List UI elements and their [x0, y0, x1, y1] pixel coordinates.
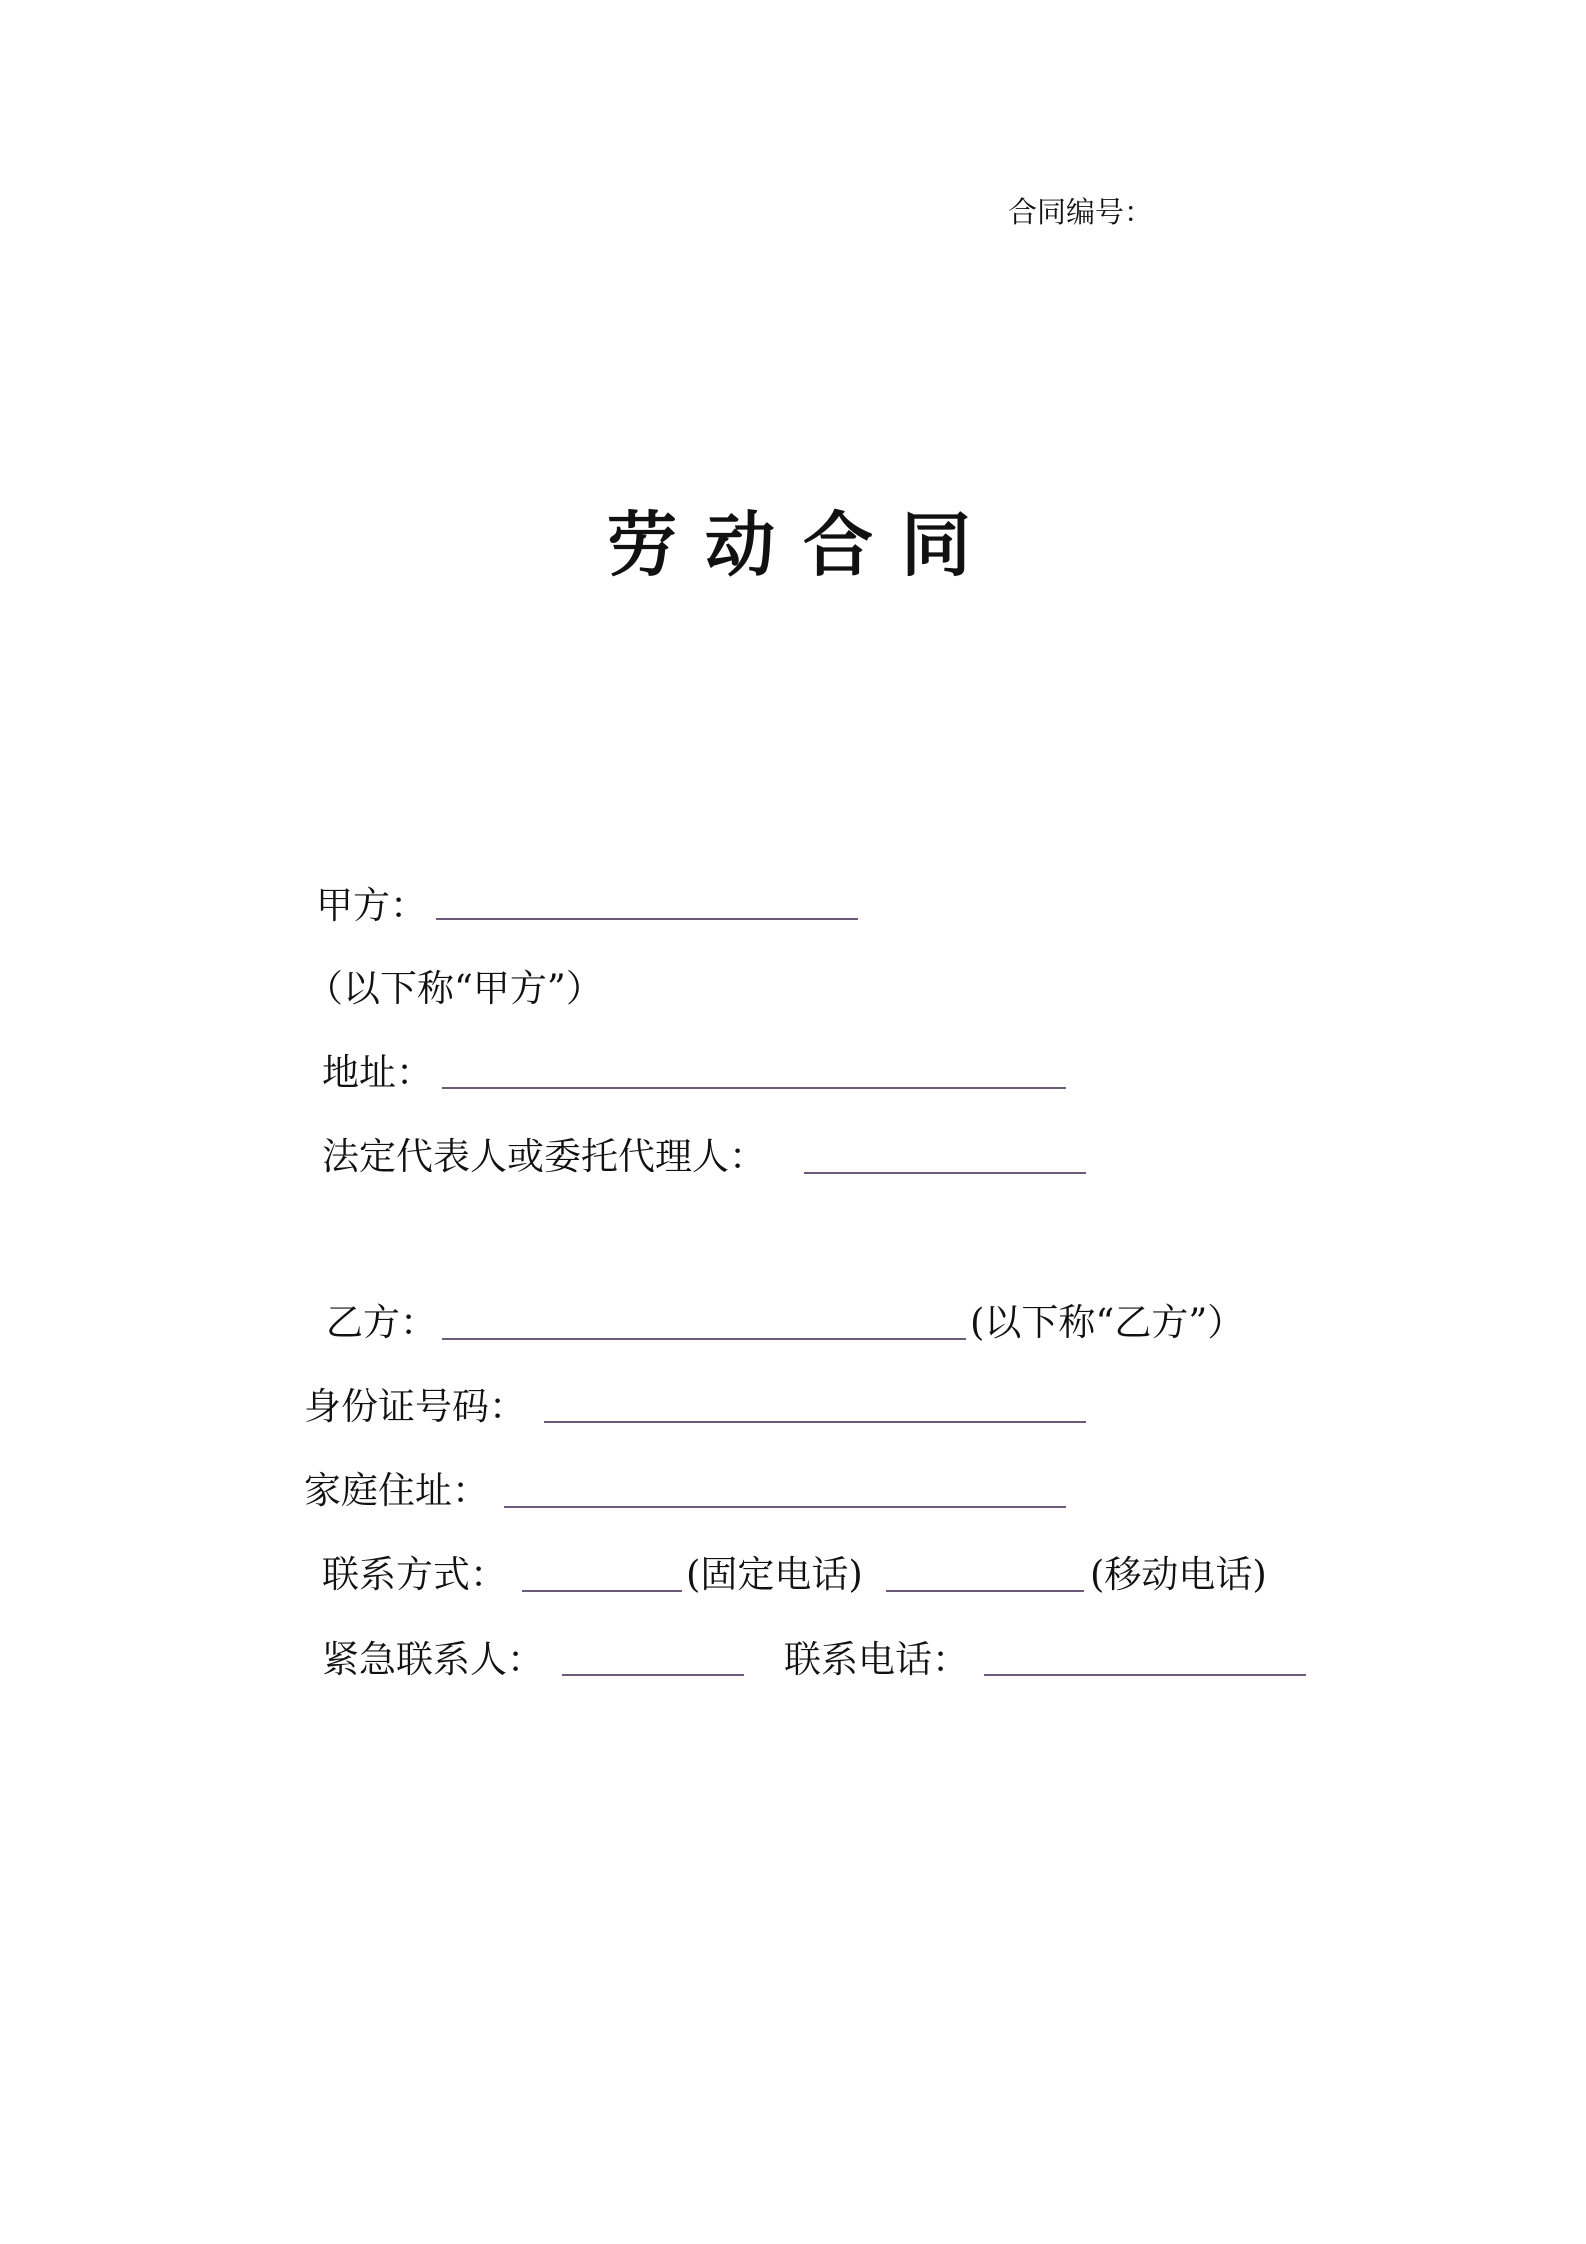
party-b-landline-field[interactable]: [522, 1590, 682, 1592]
page-title: 劳动合同: [607, 503, 999, 586]
party-b-label: 乙方：: [326, 1301, 437, 1344]
party-b-landline-note: (固定电话): [686, 1553, 863, 1596]
party-b-contact-phone-field[interactable]: [984, 1674, 1306, 1676]
party-a-address-field[interactable]: [442, 1087, 1066, 1089]
party-a-address-label: 地址：: [322, 1051, 433, 1094]
party-a-alias-note: （以下称“甲方”）: [306, 967, 603, 1010]
party-a-label: 甲方：: [316, 884, 427, 927]
party-b-name-field[interactable]: [442, 1338, 966, 1340]
party-b-alias-note: (以下称“乙方”）: [970, 1301, 1245, 1344]
party-b-contact-phone-label: 联系电话：: [784, 1638, 969, 1681]
party-a-name-field[interactable]: [436, 918, 858, 920]
party-b-contact-label: 联系方式：: [322, 1553, 507, 1596]
party-b-mobile-note: (移动电话): [1090, 1553, 1267, 1596]
party-a-representative-label: 法定代表人或委托代理人：: [322, 1135, 766, 1178]
party-b-emergency-contact-field[interactable]: [562, 1674, 744, 1676]
party-b-home-address-field[interactable]: [504, 1506, 1066, 1508]
party-b-home-address-label: 家庭住址：: [304, 1469, 489, 1512]
party-b-id-label: 身份证号码：: [304, 1385, 526, 1428]
contract-number-label: 合同编号：: [1008, 195, 1154, 229]
party-b-emergency-contact-label: 紧急联系人：: [322, 1638, 544, 1681]
party-a-representative-field[interactable]: [804, 1172, 1086, 1174]
party-b-id-field[interactable]: [544, 1421, 1086, 1423]
party-b-mobile-field[interactable]: [886, 1590, 1084, 1592]
